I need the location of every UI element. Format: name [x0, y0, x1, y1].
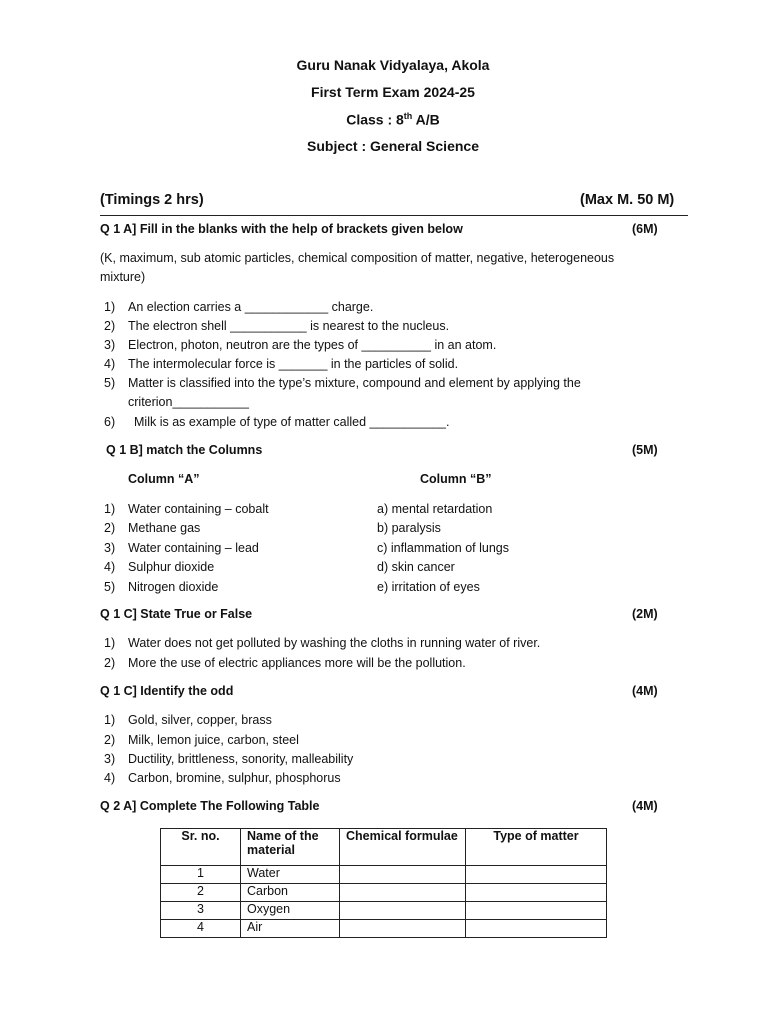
item-number: 2)	[104, 521, 116, 536]
q1a-item	[104, 374, 624, 394]
item-text: Sulphur dioxide	[128, 560, 215, 575]
item-text: Matter is classified into the type’s mixture, compound and element by applying the	[128, 376, 581, 390]
item-number: 3)	[104, 540, 116, 555]
q1d-item	[104, 711, 624, 731]
cell-chemical-formulae[interactable]	[340, 920, 466, 938]
q1a-options-line2: mixture)	[100, 270, 146, 284]
cell-material-name: Carbon	[241, 884, 340, 902]
q1a-options-line1: (K, maximum, sub atomic particles, chemical composition of matter, negative, heterogeneous	[100, 251, 615, 265]
q1c-marks: (2M)	[632, 607, 658, 621]
table-row	[161, 866, 607, 884]
column-a-item	[104, 539, 269, 558]
q1a-item	[104, 317, 624, 337]
item-number: 4)	[104, 560, 116, 575]
item-text: Water containing – lead	[128, 540, 259, 555]
cell-chemical-formulae[interactable]	[340, 902, 466, 920]
item-number: 1)	[104, 300, 116, 314]
cell-type-of-matter[interactable]	[466, 866, 607, 884]
header-divider	[100, 215, 688, 216]
cell-sr-no: 3	[161, 902, 241, 920]
table-row	[161, 920, 607, 938]
q1a-item	[104, 336, 624, 356]
class-line	[0, 111, 768, 128]
column-b-header: Column “B”	[420, 472, 492, 486]
cell-material-name: Water	[241, 866, 340, 884]
cell-material-name: Oxygen	[241, 902, 340, 920]
class-prefix: Class : 8	[346, 111, 404, 128]
q1b-title: Q 1 B] match the Columns	[106, 443, 263, 457]
item-number: 4)	[104, 771, 116, 785]
q2a-marks: (4M)	[632, 799, 658, 813]
item-text: The intermolecular force is _______ in the particles of solid.	[128, 357, 459, 371]
q1d-item	[104, 769, 624, 789]
header-sr-no: Sr. no.	[161, 829, 241, 866]
item-number: 2)	[104, 733, 116, 747]
cell-type-of-matter[interactable]	[466, 884, 607, 902]
header-material-name: Name of the material	[241, 829, 340, 866]
q1a-item	[104, 355, 624, 375]
max-marks: (Max M. 50 M)	[580, 192, 675, 208]
q1a-item	[104, 413, 624, 433]
school-name: Guru Nanak Vidyalaya, Akola	[296, 57, 490, 73]
timings: (Timings 2 hrs)	[100, 192, 204, 208]
column-a-item	[104, 578, 269, 597]
q1d-item	[104, 731, 624, 751]
item-number: 1)	[104, 502, 116, 516]
column-b-item: a) mental retardation	[377, 502, 493, 516]
materials-table	[160, 828, 607, 938]
exam-title: First Term Exam 2024-25	[311, 84, 475, 100]
subject-line: Subject : General Science	[307, 138, 479, 154]
class-sup: th	[403, 111, 413, 121]
item-number: 2)	[104, 656, 116, 670]
table-row	[161, 902, 607, 920]
item-number: 3)	[104, 752, 116, 766]
q1d-item	[104, 750, 624, 770]
column-a-item	[104, 500, 269, 519]
cell-sr-no: 4	[161, 920, 241, 938]
item-number: 2)	[104, 319, 116, 333]
item-number: 5)	[104, 376, 116, 390]
item-text: More the use of electric appliances more will be the pollution.	[128, 656, 466, 670]
column-b-item: d) skin cancer	[377, 560, 455, 575]
table-row	[161, 884, 607, 902]
q1a-item	[104, 298, 624, 318]
cell-chemical-formulae[interactable]	[340, 866, 466, 884]
item-text: Nitrogen dioxide	[128, 579, 219, 594]
item-text: Gold, silver, copper, brass	[128, 713, 272, 727]
q1a-marks: (6M)	[632, 222, 658, 236]
cell-material-name: Air	[241, 920, 340, 938]
item-text: Electron, photon, neutron are the types of __________ in an atom.	[128, 338, 497, 352]
table-header-row	[161, 829, 607, 866]
class-suffix: A/B	[412, 111, 440, 128]
column-a-list	[104, 500, 269, 597]
column-b-list	[377, 500, 509, 597]
cell-sr-no: 1	[161, 866, 241, 884]
cell-type-of-matter[interactable]	[466, 920, 607, 938]
item-text: Water does not get polluted by washing the cloths in running water of river.	[128, 636, 541, 650]
item-number: 5)	[104, 579, 116, 594]
q1a-title: Q 1 A] Fill in the blanks with the help of brackets given below	[100, 222, 463, 236]
item-text: An election carries a ____________ charge.	[128, 300, 374, 314]
item-text: Methane gas	[128, 521, 201, 536]
column-b-item: e) irritation of eyes	[377, 579, 480, 594]
q1c-item	[104, 654, 624, 674]
column-a-item	[104, 519, 269, 538]
column-a-item	[104, 558, 269, 577]
item-number: 1)	[104, 636, 116, 650]
q1d-title: Q 1 C] Identify the odd	[100, 684, 234, 698]
item-text: Water containing – cobalt	[128, 502, 269, 516]
q1d-marks: (4M)	[632, 684, 658, 698]
item-number: 6)	[104, 415, 116, 429]
item-text: Milk, lemon juice, carbon, steel	[128, 733, 299, 747]
q1c-title: Q 1 C] State True or False	[100, 607, 253, 621]
item-text: Carbon, bromine, sulphur, phosphorus	[128, 771, 341, 785]
item-text: Ductility, brittleness, sonority, malleability	[128, 752, 354, 766]
cell-sr-no: 2	[161, 884, 241, 902]
cell-chemical-formulae[interactable]	[340, 884, 466, 902]
q1c-item	[104, 634, 624, 654]
item-text: Milk is as example of type of matter called ___________.	[134, 415, 450, 429]
item-number: 3)	[104, 338, 116, 352]
q1a-item-continued	[104, 393, 624, 413]
q1b-marks: (5M)	[632, 443, 658, 457]
header-chemical-formulae: Chemical formulae	[340, 829, 466, 866]
column-a-header: Column “A”	[128, 472, 200, 486]
column-b-item: b) paralysis	[377, 521, 441, 536]
q2a-title: Q 2 A] Complete The Following Table	[100, 799, 320, 813]
item-number: 1)	[104, 713, 116, 727]
item-text: The electron shell ___________ is nearest to the nucleus.	[128, 319, 450, 333]
column-b-item: c) inflammation of lungs	[377, 540, 510, 555]
cell-type-of-matter[interactable]	[466, 902, 607, 920]
item-text: criterion___________	[128, 395, 249, 409]
header-type-of-matter: Type of matter	[466, 829, 607, 866]
item-number: 4)	[104, 357, 116, 371]
